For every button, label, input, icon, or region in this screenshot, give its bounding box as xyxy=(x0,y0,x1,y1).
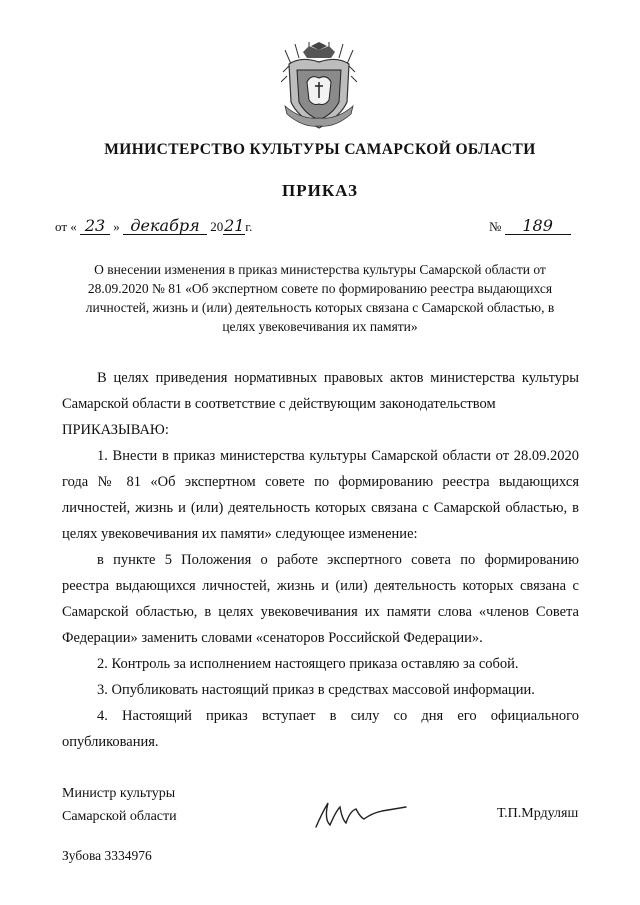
date-prefix: от « xyxy=(55,219,77,234)
position-line-2: Самарской области xyxy=(62,809,177,824)
item-2: 2. Контроль за исполнением настоящего приказа оставляю за собой. xyxy=(97,656,519,672)
date-day: 23 xyxy=(80,218,110,235)
date-year: 21 xyxy=(224,216,245,235)
order-word: ПРИКАЗЫВАЮ: xyxy=(62,422,169,438)
executor-contact: Зубова 3334976 xyxy=(62,848,152,863)
preamble: В целях приведения нормативных правовых актов министерства культуры Самарской области в соответствие с действующим законодательством xyxy=(62,370,579,412)
handwritten-signature xyxy=(310,793,410,833)
date-mid: » xyxy=(113,219,120,234)
signatory-position xyxy=(62,782,177,828)
order-date xyxy=(55,218,252,235)
order-number xyxy=(489,218,571,235)
item-3: 3. Опубликовать настоящий приказ в средствах массовой информации. xyxy=(97,682,535,698)
number-value: 189 xyxy=(505,218,571,235)
number-prefix: № xyxy=(489,219,502,234)
year-prefix: 20 xyxy=(210,219,224,234)
item-4: 4. Настоящий приказ вступает в силу со дня его официального опубликования. xyxy=(62,708,579,750)
signatory-name: Т.П.Мрдуляш xyxy=(497,806,579,821)
item-1: 1. Внести в приказ министерства культуры Самарской области от 28.09.2020 года № 81 «Об экспертном совете по формированию реестра выдающихся личностей, жизнь и (или) деятельность которых связана с Самарской областью, в целях увековечивания их памяти» следующее изменение: xyxy=(62,448,579,542)
coat-of-arms-icon xyxy=(281,42,357,134)
item-1-change: в пункте 5 Положения о работе экспертного совета по формированию реестра выдающихся личностей, жизнь и (или) деятельность которых связана с Самарской областью, в целях увековечивания их памяти слова «членов Совета Федерации» заменить словами «сенаторов Российской Федерации». xyxy=(62,552,579,646)
ministry-name: МИНИСТЕРСТВО КУЛЬТУРЫ САМАРСКОЙ ОБЛАСТИ xyxy=(104,141,536,158)
date-month: декабря xyxy=(123,218,207,235)
year-end: г. xyxy=(245,219,253,234)
order-subject: О внесении изменения в приказ министерства культуры Самарской области от 28.09.2020 № 81 «Об экспертном совете по формированию реестра выдающихся личностей, жизнь и (или) деятельность которых связана с Самарской областью, в целях увековечивания их памяти» xyxy=(85,262,555,334)
position-line-1: Министр культуры xyxy=(62,786,176,801)
document-type-title: ПРИКАЗ xyxy=(282,181,358,200)
order-body xyxy=(62,365,579,755)
